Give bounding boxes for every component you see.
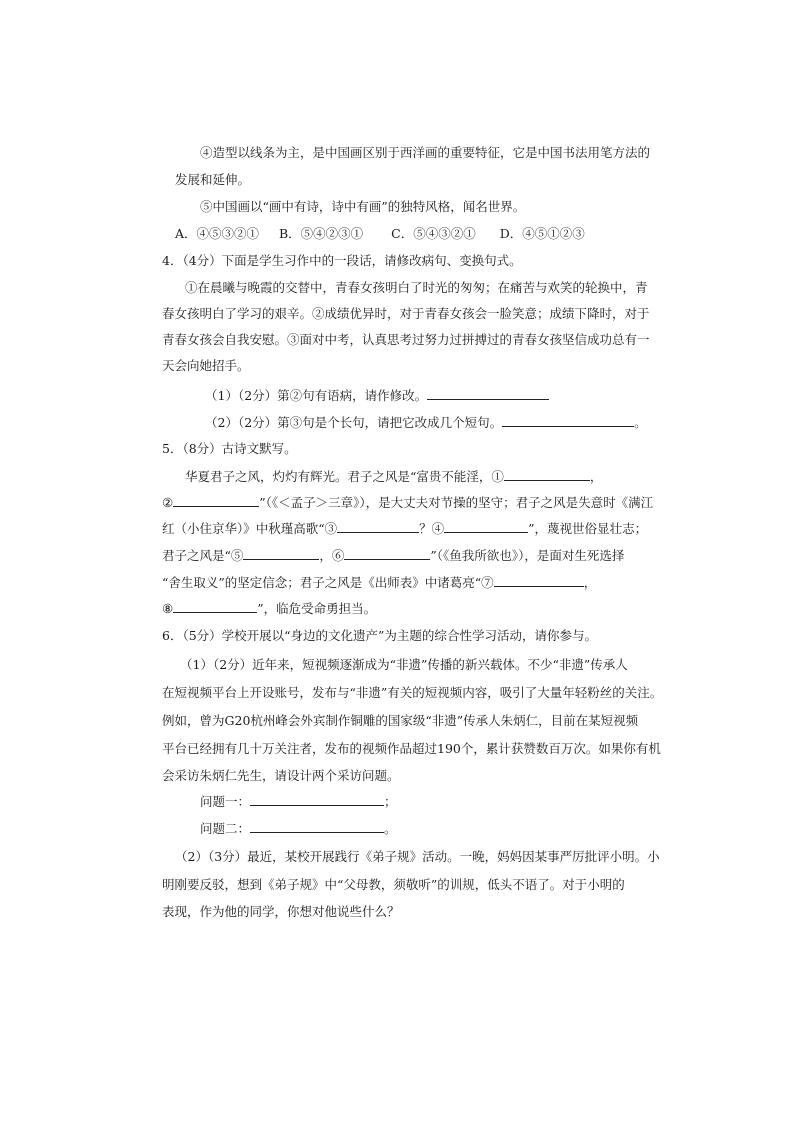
q4-sub2: [205, 413, 647, 432]
q5-line2-text: ”（《＜孟子＞三章》），是大丈夫对节操的坚守；君子之风是失意时《满江: [259, 495, 654, 510]
q4-sub2-end: 。: [634, 415, 647, 430]
q5-line1-end: ，: [589, 469, 603, 484]
q5-line6-text: ”，临危受命勇担当。: [257, 601, 377, 616]
q5-header: 5．（8分）古诗文默写。: [162, 441, 297, 456]
q5-line2: [162, 493, 653, 512]
q3-item5: ⑤中国画以“画中有诗，诗中有画”的独特风格，闻名世界。: [200, 199, 526, 214]
q6-question1: [200, 792, 397, 811]
q5-blank7[interactable]: [494, 573, 584, 587]
q5-line3-text: 红（小住京华）》中秋瑾高歌“③: [162, 521, 338, 536]
q3-item4-line1: ④造型以线条为主，是中国画区别于西洋画的重要特征，它是中国书法用笔方法的: [200, 145, 651, 160]
q6-sub1-line2: 在短视频平台上开设账号，发布与“非遗”有关的短视频内容，吸引了大量年轻粉丝的关注。: [162, 685, 663, 700]
q5-line1: [185, 467, 602, 486]
option-b[interactable]: B．⑤④②③①: [279, 226, 364, 241]
q4-para-line2: 春女孩明白了学习的艰辛。②成绩优异时，对于青春女孩会一脸笑意；成绩下降时，对于: [162, 306, 650, 321]
q3-options: [175, 225, 585, 243]
q5-blank8[interactable]: [173, 599, 257, 613]
q4-sub1: [205, 386, 549, 405]
q6-question1-end: ；: [384, 794, 397, 809]
q5-blank8-marker: ⑧: [162, 601, 174, 616]
q6-sub2-line3: 表现，作为他的同学，你想对他说些什么？: [162, 904, 400, 919]
q4-sub1-answer-blank[interactable]: [427, 386, 549, 400]
q6-sub2-line2: 明刚要反驳，想到《弟子规》中“父母教，须敬听”的训规，低头不语了。对于小明的: [162, 877, 625, 892]
q4-para-line3: 青春女孩会自我安慰。③面对中考，认真思考过努力过拼搏过的青春女孩坚信成功总有一: [162, 332, 650, 347]
q4-sub1-text: （1）（2分）第②句有语病，请作修改。: [205, 388, 428, 403]
q5-blank1-marker: ①: [491, 469, 504, 484]
q6-question1-blank[interactable]: [250, 792, 384, 806]
q4-sub2-answer-blank[interactable]: [502, 413, 634, 427]
q4-para-line1: ①在晨曦与晚霞的交替中，青春女孩明白了时光的匆匆；在痛苦与欢笑的轮换中，青: [185, 280, 648, 295]
q6-header: 6．（5分）学校开展以“身边的文化遗产”为主题的综合性学习活动，请你参与。: [162, 628, 597, 643]
q5-line3: [162, 519, 647, 538]
q6-sub1-line1: （1）（2分）近年来，短视频逐渐成为“非遗”传播的新兴载体。不少“非遗”传承人: [180, 657, 628, 672]
q5-line5: [162, 573, 596, 592]
q5-line4: [162, 546, 624, 565]
q4-para-line4: 天会向她招手。: [162, 358, 250, 373]
q5-line1-text: 华夏君子之风，灼灼有辉光。君子之风是“富贵不能淫，: [185, 469, 492, 484]
q5-blank2[interactable]: [173, 493, 259, 507]
q6-question2: [200, 819, 397, 838]
q5-blank4[interactable]: [444, 519, 528, 533]
q6-sub2-line1: （2）（3分）最近，某校开展践行《弟子规》活动。一晚，妈妈因某事严厉批评小明。小: [175, 849, 660, 864]
q5-line4-text: 君子之风是“⑤: [162, 548, 244, 563]
option-c[interactable]: C．⑤④③②①: [391, 226, 476, 241]
q5-blank4-marker: ？④: [419, 521, 445, 536]
q5-blank5[interactable]: [243, 546, 319, 560]
q5-line4-end: ”（《鱼我所欲也》），是面对生死选择: [430, 548, 625, 563]
q5-blank1[interactable]: [504, 467, 590, 481]
q6-sub1-line5: 会采访朱炳仁先生，请设计两个采访问题。: [162, 768, 400, 783]
option-d[interactable]: D．④⑤①②③: [499, 226, 585, 241]
q4-sub2-text: （2）（2分）第③句是个长句，请把它改成几个短句。: [205, 415, 503, 430]
q6-sub1-line3: 例如，曾为G20杭州峰会外宾制作铜雕的国家级“非遗”传承人朱炳仁，目前在某短视频: [162, 713, 639, 728]
q6-question1-label: 问题一：: [200, 794, 251, 809]
q5-blank6[interactable]: [344, 546, 430, 560]
q6-question2-blank[interactable]: [250, 819, 384, 833]
q5-blank2-marker: ②: [162, 495, 174, 510]
q6-question2-label: 问题二：: [200, 821, 251, 836]
q6-question2-end: 。: [384, 821, 397, 836]
q6-sub1-line4: 平台已经拥有几十万关注者，发布的视频作品超过190个，累计获赞数百万次。如果你有机: [162, 741, 661, 756]
q3-item4-line2: 发展和延伸。: [175, 172, 251, 187]
q5-blank6-marker: ，⑥: [319, 548, 345, 563]
q5-line6: [162, 599, 376, 618]
option-a[interactable]: A．④⑤③②①: [175, 226, 260, 241]
q5-line5-text: “舍生取义”的坚定信念；君子之风是《出师表》中诸葛亮“⑦: [162, 575, 494, 590]
q4-header: 4．（4分）下面是学生习作中的一段话，请修改病句、变换句式。: [162, 253, 522, 268]
q5-line3-end: ”，蔑视世俗显壮志；: [528, 521, 648, 536]
q5-blank3[interactable]: [337, 519, 419, 533]
q5-line5-end: ，: [583, 575, 597, 590]
